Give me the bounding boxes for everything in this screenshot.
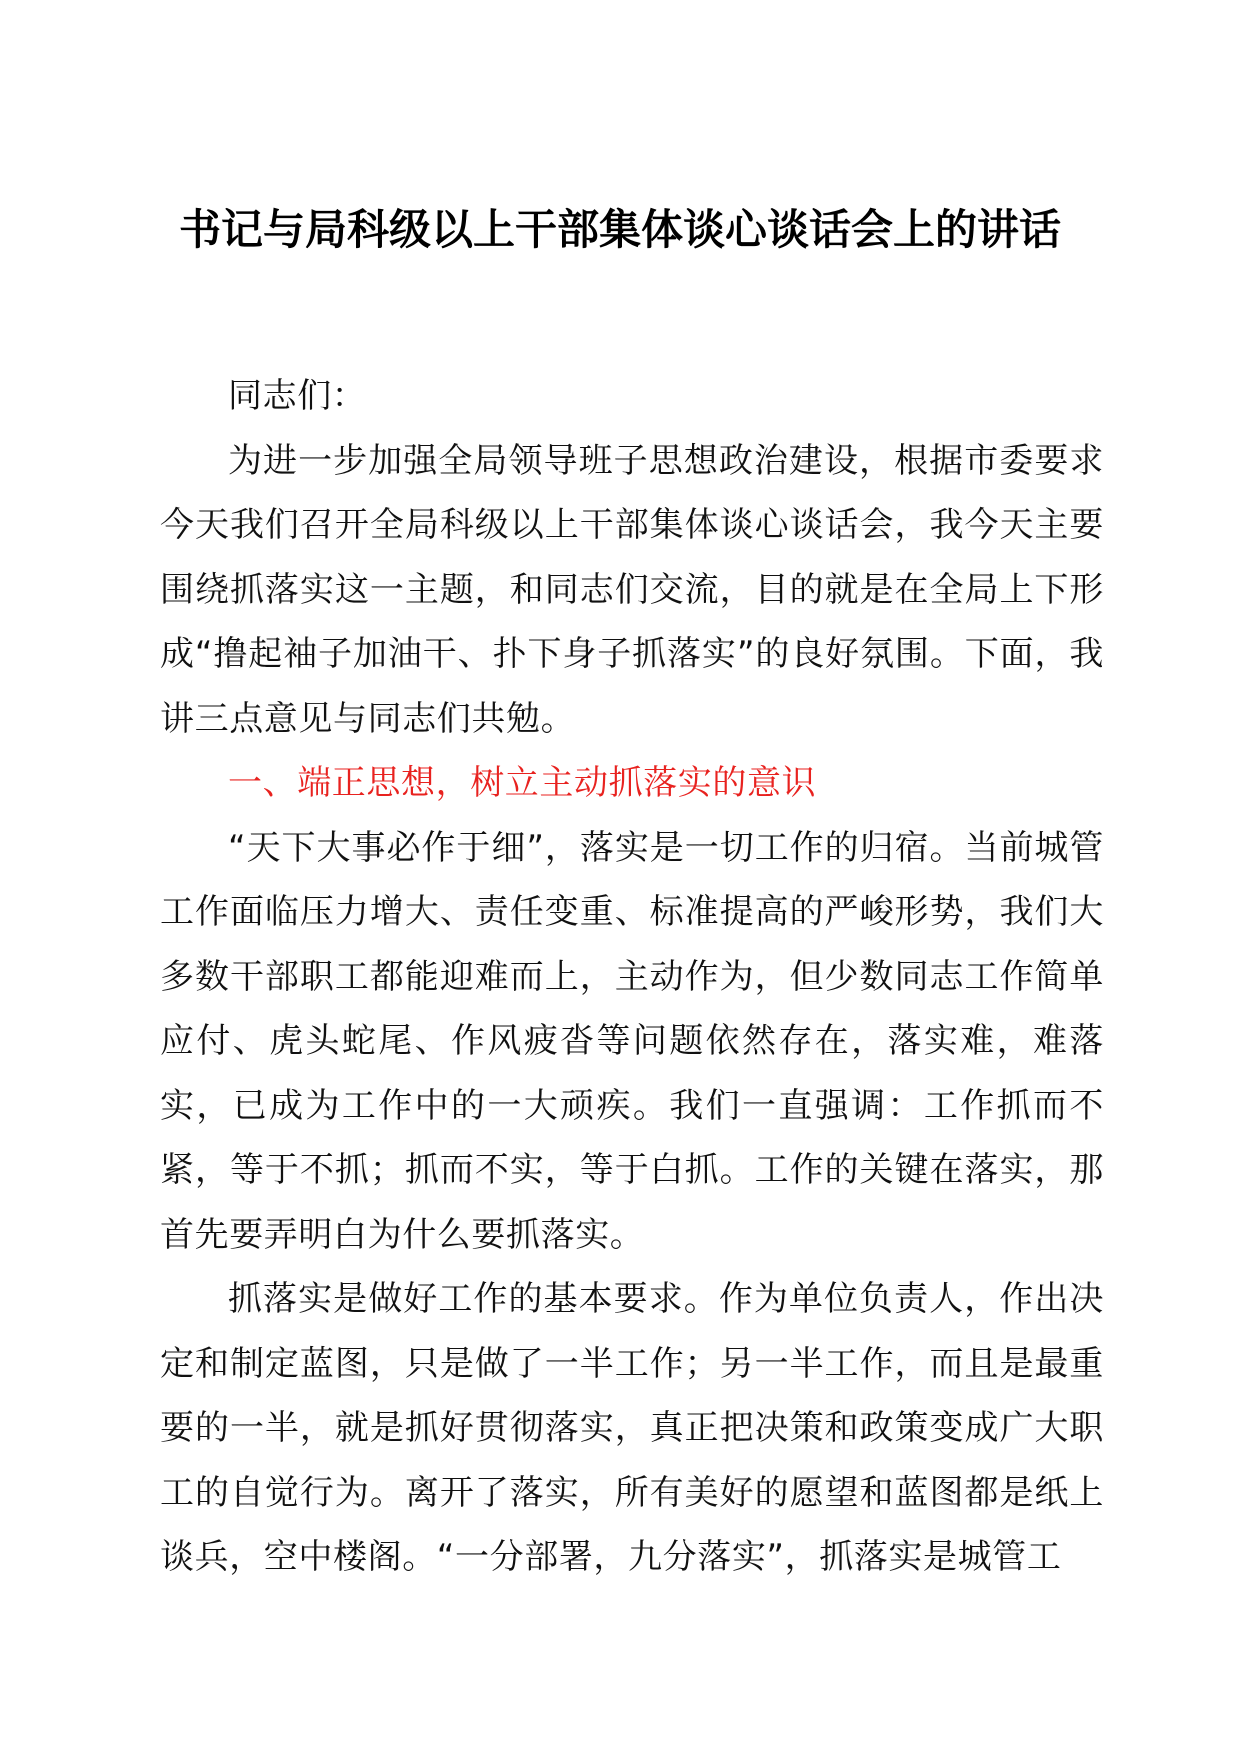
paragraph-section-1: “天下大事必作于细”，落实是一切工作的归宿。当前城管工作面临压力增大、责任变重、标准提高的严峻形势，我们大多数干部职工都能迎难而上，主动作为，但少数同志工作简单应付、虎头蛇尾、作风疲沓等问题依然存在，落实难，难落实，已成为工作中的一大顽疾。我们一直强调：工作抓而不紧，等于不抓；抓而不实，等于白抓。工作的关键在落实，那首先要弄明白为什么要抓落实。 [160,827,1104,1255]
document-body [160,364,1104,1590]
document-title: 书记与局科级以上干部集体谈心谈话会上的讲话 [178,205,1061,254]
section-heading: 一、端正思想，树立主动抓落实的意识 [228,763,817,803]
paragraph-section-2: 抓落实是做好工作的基本要求。作为单位负责人，作出决定和制定蓝图，只是做了一半工作；另一半工作，而且是最重要的一半，就是抓好贯彻落实，真正把决策和政策变成广大职工的自觉行为。离开了落实，所有美好的愿望和蓝图都是纸上谈兵，空中楼阁。“一分部署，九分落实”，抓落实是城管工 [160,1279,1104,1577]
salutation: 同志们： [228,376,367,416]
paragraph-intro: 为进一步加强全局领导班子思想政治建设，根据市委要求今天我们召开全局科级以上干部集体谈心谈话会，我今天主要围绕抓落实这一主题，和同志们交流，目的就是在全局上下形成“撸起袖子加油干、扑下身子抓落实”的良好氛围。下面，我讲三点意见与同志们共勉。 [160,440,1104,739]
